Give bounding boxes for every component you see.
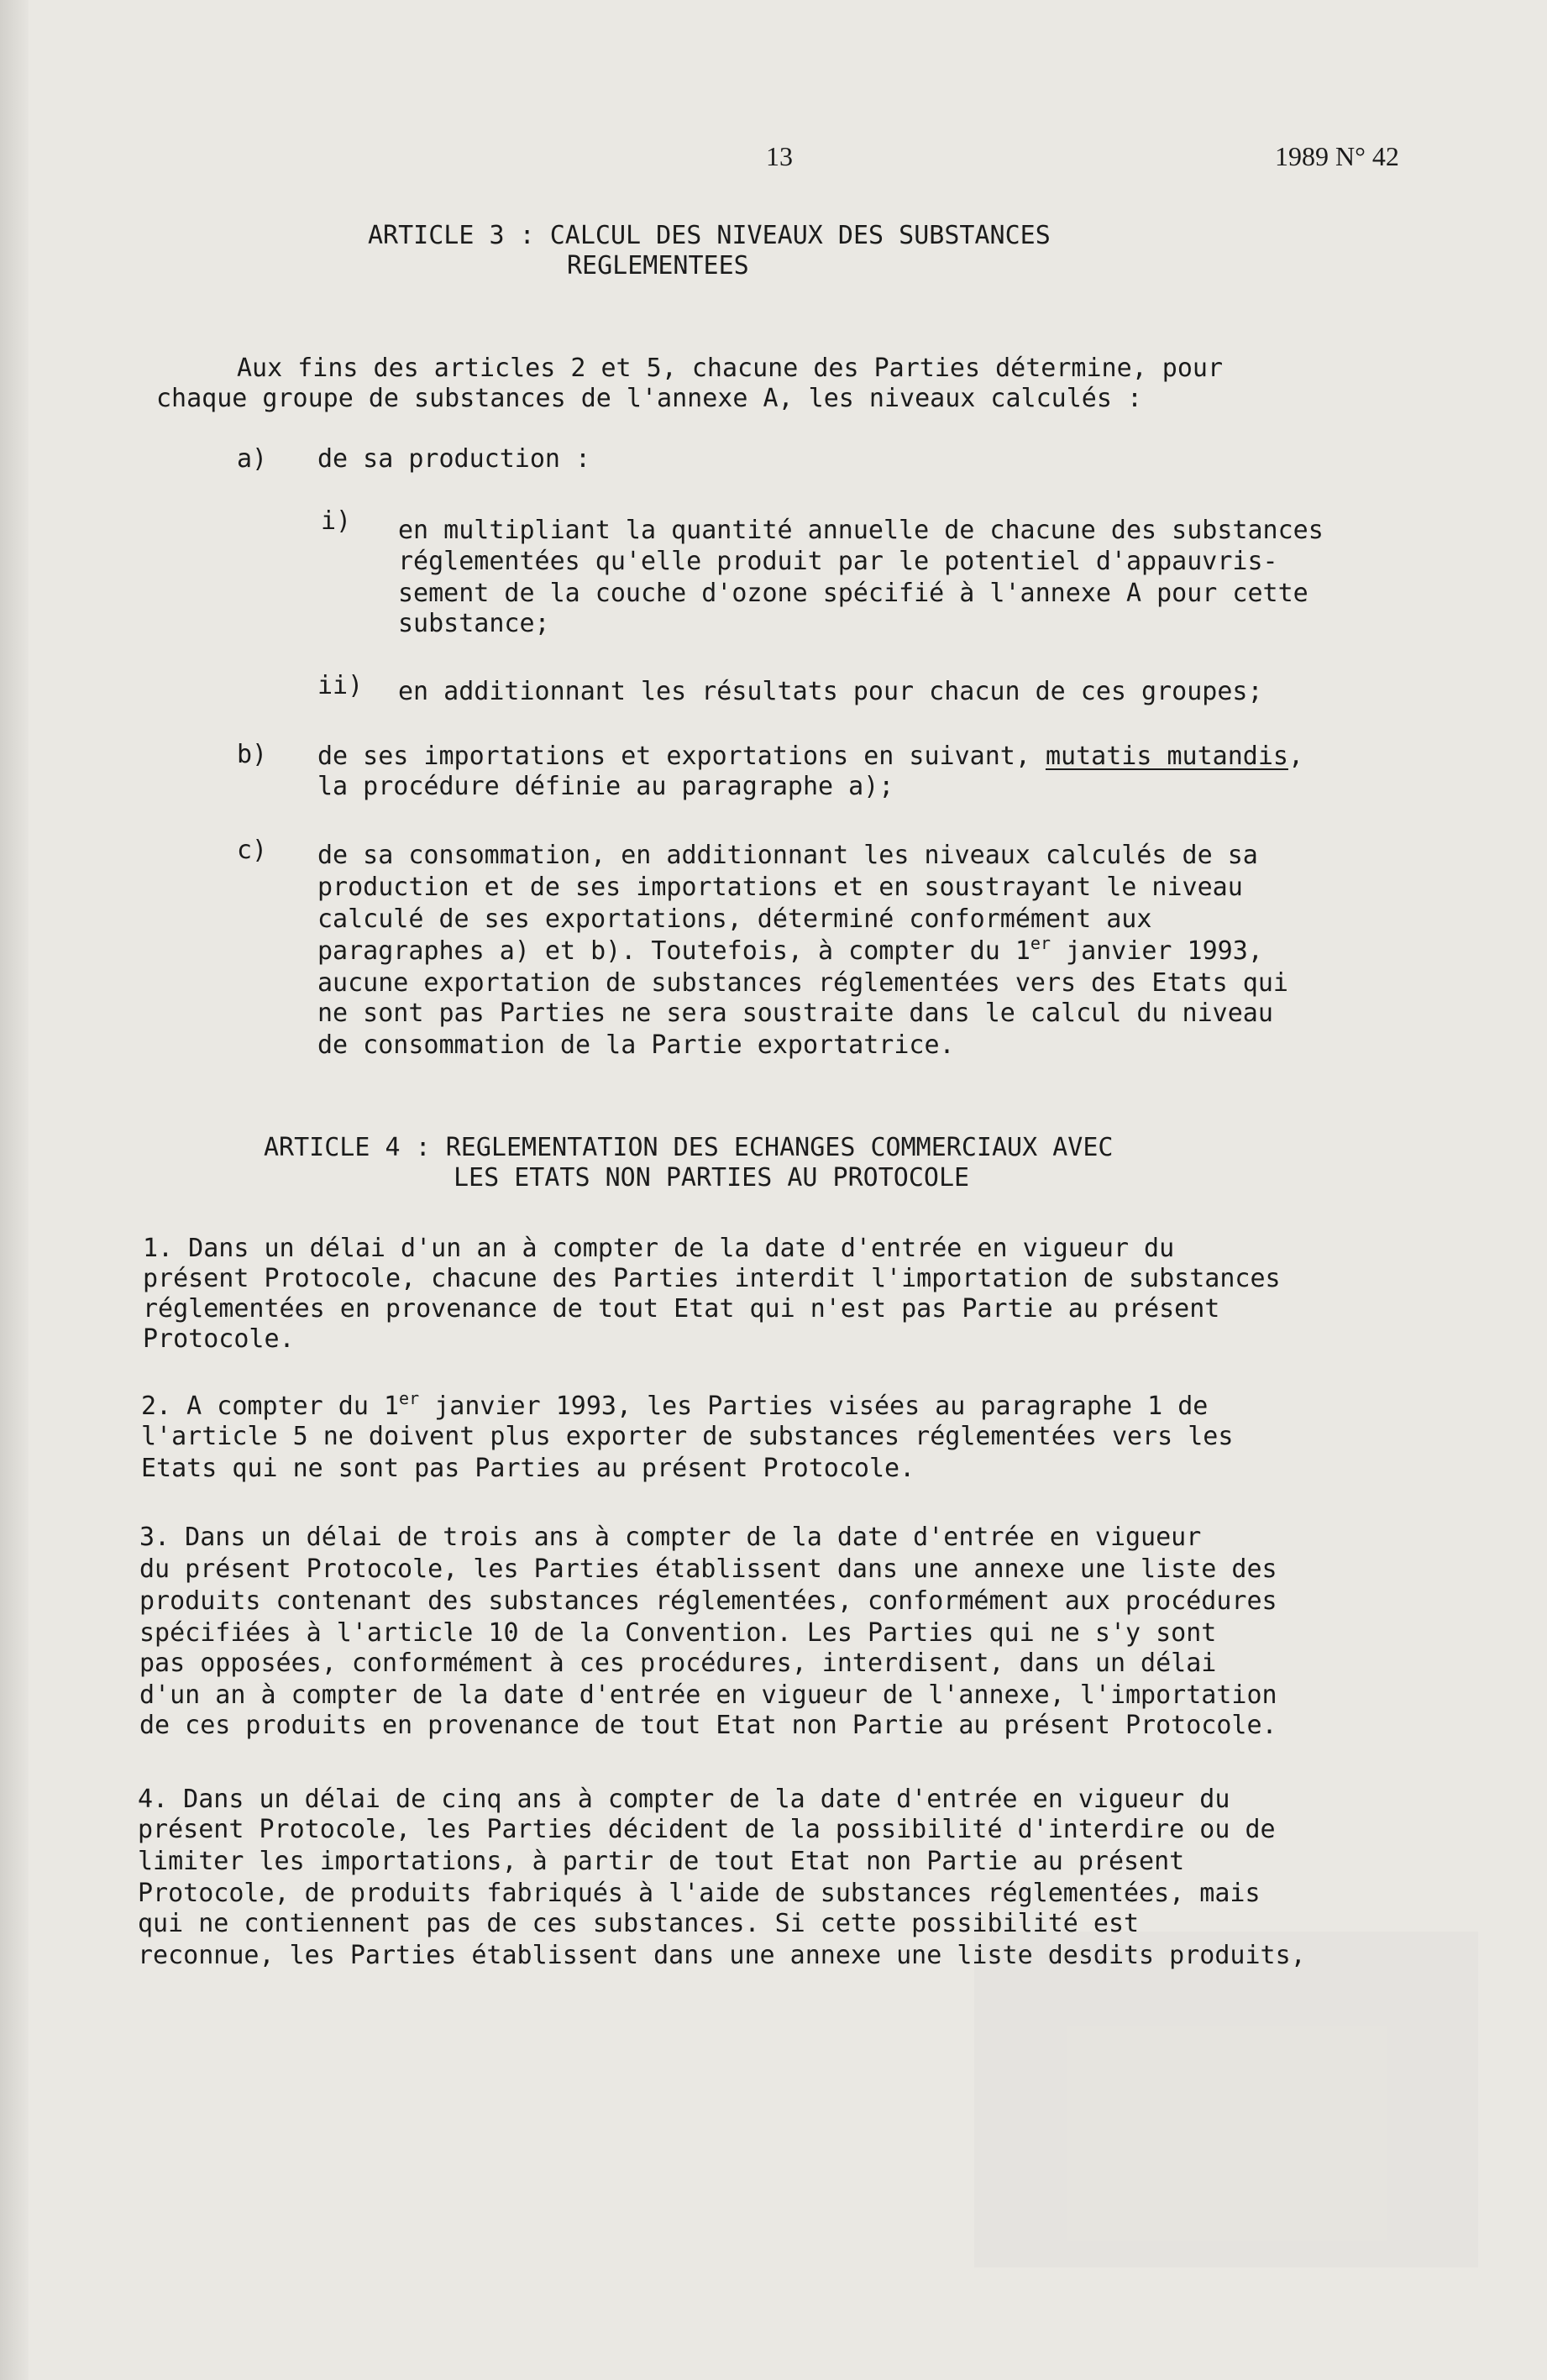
item-ii-label: ii) bbox=[317, 671, 364, 700]
art4-p4-line5: qui ne contiennent pas de ces substances. Si cette possibilité est bbox=[138, 1909, 1140, 1938]
art4-p1-line4: Protocole. bbox=[143, 1324, 295, 1354]
art4-p3-line3: produits contenant des substances réglementées, conformément aux procédures bbox=[139, 1586, 1277, 1616]
item-i-label: i) bbox=[321, 506, 352, 536]
item-i-line3: sement de la couche d'ozone spécifié à l'annexe A pour cette bbox=[398, 579, 1308, 608]
art4-p1-line1: 1. Dans un délai d'un an à compter de la date d'entrée en vigueur du bbox=[143, 1234, 1175, 1263]
item-b-line2: la procédure définie au paragraphe a); bbox=[317, 772, 894, 801]
art4-p3-line1: 3. Dans un délai de trois ans à compter de la date d'entrée en vigueur bbox=[139, 1523, 1202, 1552]
item-c-label: c) bbox=[237, 836, 268, 865]
article4-title-line1: ARTICLE 4 : REGLEMENTATION DES ECHANGES COMMERCIAUX AVEC bbox=[264, 1133, 1114, 1162]
art4-p3-line6: d'un an à compter de la date d'entrée en vigueur de l'annexe, l'importation bbox=[139, 1680, 1277, 1710]
article3-title-line2: REGLEMENTEES bbox=[567, 251, 749, 280]
item-c-line5: aucune exportation de substances réglementées vers des Etats qui bbox=[317, 968, 1288, 998]
item-c-line6: ne sont pas Parties ne sera soustraite dans le calcul du niveau bbox=[317, 999, 1273, 1028]
art4-p2-line1 bbox=[141, 1388, 1209, 1423]
item-c-line4 bbox=[317, 933, 1263, 967]
item-c-line1: de sa consommation, en additionnant les niveaux calculés de sa bbox=[317, 841, 1258, 870]
item-i-line2: réglementées qu'elle produit par le potentiel d'appauvris- bbox=[398, 547, 1278, 576]
art4-p1-line2: présent Protocole, chacune des Parties interdit l'importation de substances bbox=[143, 1264, 1281, 1293]
item-a-text: de sa production : bbox=[317, 444, 591, 474]
item-c-line4-start: paragraphes a) et b). Toutefois, à compter du 1 bbox=[317, 936, 1030, 966]
article3-title-line1: ARTICLE 3 : CALCUL DES NIVEAUX DES SUBSTANCES bbox=[368, 221, 1051, 250]
item-b-label: b) bbox=[237, 740, 268, 769]
document-reference: 1989 N° 42 bbox=[1275, 141, 1399, 171]
item-c-line4-end: janvier 1993, bbox=[1051, 936, 1263, 966]
page-number: 13 bbox=[766, 141, 793, 171]
item-c-line2: production et de ses importations et en soustrayant le niveau bbox=[317, 873, 1243, 902]
art4-p3-line5: pas opposées, conformément à ces procédures, interdisent, dans un délai bbox=[139, 1649, 1217, 1678]
item-i-line4: substance; bbox=[398, 609, 550, 638]
art4-p3-line2: du présent Protocole, les Parties établissent dans une annexe une liste des bbox=[139, 1554, 1277, 1584]
art4-p3-line7: de ces produits en provenance de tout Etat non Partie au présent Protocole. bbox=[139, 1711, 1277, 1740]
article3-intro-line2: chaque groupe de substances de l'annexe A, les niveaux calculés : bbox=[156, 384, 1142, 413]
art4-p2-line1-end: janvier 1993, les Parties visées au paragraphe 1 de bbox=[419, 1392, 1209, 1421]
item-b-line1-start: de ses importations et exportations en suivant, bbox=[317, 742, 1046, 771]
art4-p4-line4: Protocole, de produits fabriqués à l'aide de substances réglementées, mais bbox=[138, 1879, 1261, 1908]
art4-p4-line6: reconnue, les Parties établissent dans une annexe une liste desdits produits, bbox=[138, 1941, 1306, 1970]
art4-p4-line3: limiter les importations, à partir de tout Etat non Partie au présent bbox=[138, 1847, 1185, 1876]
art4-p4-line1: 4. Dans un délai de cinq ans à compter de la date d'entrée en vigueur du bbox=[138, 1785, 1230, 1814]
superscript-er: er bbox=[399, 1388, 420, 1408]
article3-intro-line1: Aux fins des articles 2 et 5, chacune des Parties détermine, pour bbox=[237, 354, 1223, 383]
show-through-shadow bbox=[974, 1932, 1478, 2267]
item-ii-text: en additionnant les résultats pour chacun de ces groupes; bbox=[398, 677, 1263, 706]
item-a-label: a) bbox=[237, 444, 268, 474]
art4-p3-line4: spécifiées à l'article 10 de la Convention. Les Parties qui ne s'y sont bbox=[139, 1618, 1217, 1648]
item-b-line1 bbox=[317, 741, 1303, 773]
item-c-line7: de consommation de la Partie exportatrice. bbox=[317, 1030, 955, 1060]
item-i-line1: en multipliant la quantité annuelle de chacune des substances bbox=[398, 516, 1324, 545]
art4-p2-line2: l'article 5 ne doivent plus exporter de substances réglementées vers les bbox=[141, 1422, 1234, 1451]
page-edge-shadow bbox=[0, 0, 29, 2380]
art4-p2-line1-start: 2. A compter du 1 bbox=[141, 1392, 400, 1421]
latin-phrase-underlined: mutatis mutandis bbox=[1045, 742, 1288, 771]
item-c-line3: calculé de ses exportations, déterminé conformément aux bbox=[317, 904, 1152, 934]
article4-title-line2: LES ETATS NON PARTIES AU PROTOCOLE bbox=[454, 1163, 970, 1193]
item-b-line1-end: , bbox=[1287, 742, 1303, 771]
art4-p1-line3: réglementées en provenance de tout Etat qui n'est pas Partie au présent bbox=[143, 1294, 1220, 1324]
art4-p4-line2: présent Protocole, les Parties décident de la possibilité d'interdire ou de bbox=[138, 1815, 1276, 1844]
superscript-er: er bbox=[1030, 933, 1051, 953]
art4-p2-line3: Etats qui ne sont pas Parties au présent Protocole. bbox=[141, 1454, 915, 1483]
